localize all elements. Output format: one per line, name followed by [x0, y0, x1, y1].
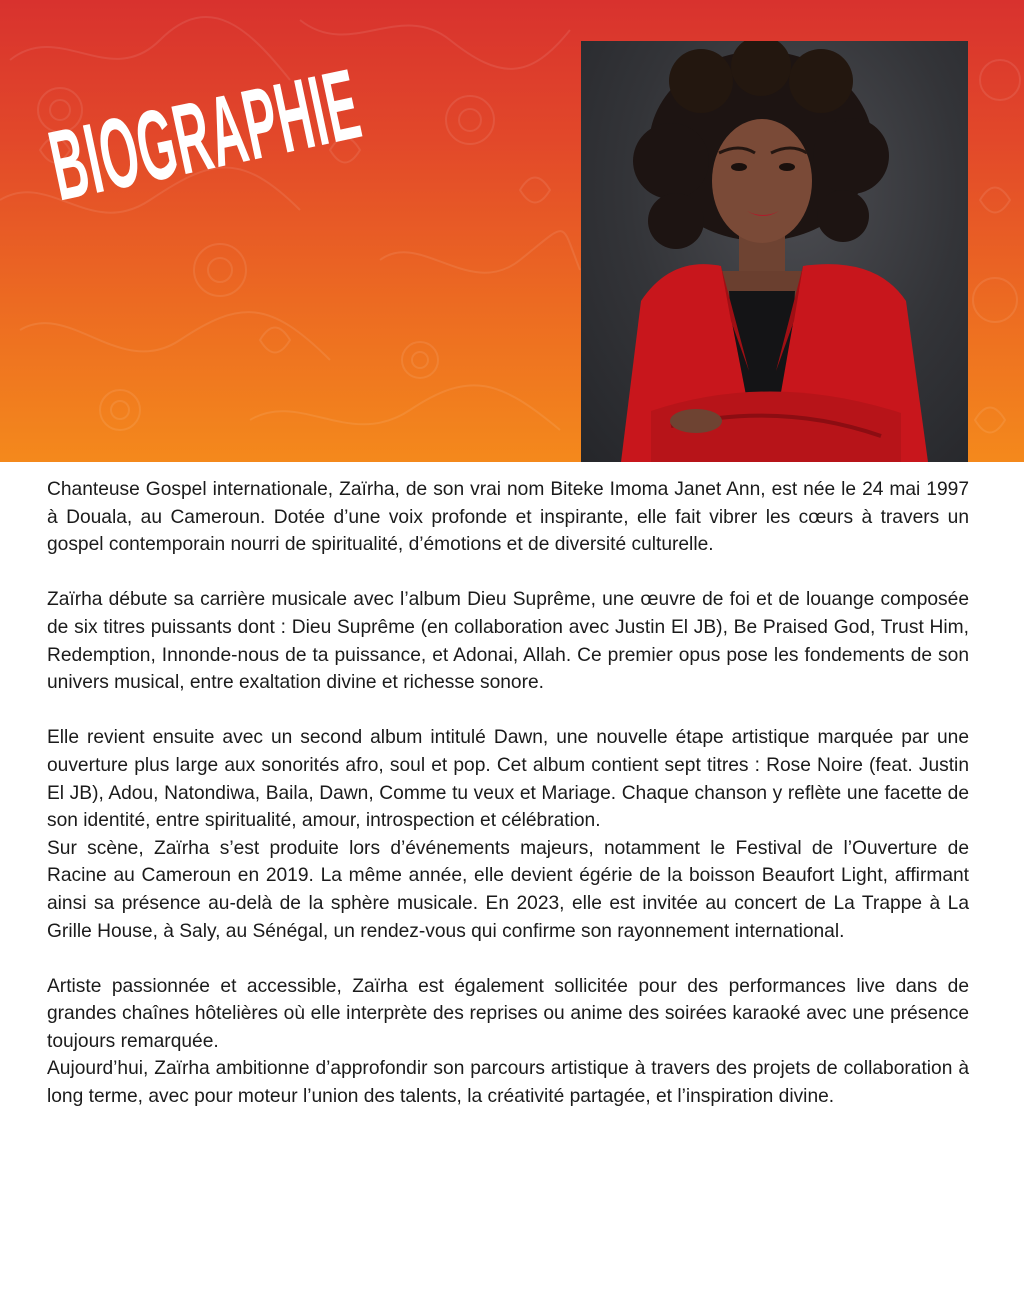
- bio-paragraph: Zaïrha débute sa carrière musicale avec l’album Dieu Suprême, une œuvre de foi et de louange composée de six titres puissants dont : Dieu Suprême (en collaboration avec Justin El JB), Be Praised God, Trust Him, Redemption, Innonde-nous de ta puissance, et Adonai, Allah. Ce premier opus pose les fondements de son univers musical, entre exaltation divine et richesse sonore.: [47, 589, 969, 694]
- bio-paragraph: Elle revient ensuite avec un second album intitulé Dawn, une nouvelle étape artistique marquée par une ouverture plus large aux sonorités afro, soul et pop. Cet album contient sept titres : Rose Noire (feat. Justin El JB), Adou, Natondiwa, Baila, Dawn, Comme tu veux et Mariage. Chaque chanson y reflète une facette de son identité, entre spiritualité, amour, introspection et célébration.: [47, 727, 969, 832]
- face-shape: [712, 119, 812, 243]
- bio-paragraph: Aujourd’hui, Zaïrha ambitionne d’approfondir son parcours artistique à travers des projets de collaboration à long terme, avec pour moteur l’union des talents, la créativité partagée, et l’inspiration divine.: [47, 1058, 969, 1108]
- header-banner: [0, 0, 1024, 462]
- bio-paragraph: Sur scène, Zaïrha s’est produite lors d’événements majeurs, notamment le Festival de l’Ouverture de Racine au Cameroun en 2019. La même année, elle devient égérie de la boisson Beaufort Light, affirmant ainsi sa présence au-delà de la sphère musicale. En 2023, elle est invitée au concert de La Trappe à La Grille House, à Saly, au Sénégal, un rendez-vous qui confirme son rayonnement international.: [47, 837, 969, 942]
- bio-paragraph: Chanteuse Gospel internationale, Zaïrha, de son vrai nom Biteke Imoma Janet Ann, est née le 24 mai 1997 à Douala, au Cameroun. Dotée d’une voix profonde et inspirante, elle fait vibrer les cœurs à travers un gospel contemporain nourri de spiritualité, d’émotions et de diversité culturelle.: [47, 479, 969, 556]
- bio-paragraph: Artiste passionnée et accessible, Zaïrha est également sollicitée pour des performances live dans de grandes chaînes hôtelières où elle interprète des reprises ou anime des soirées karaoké avec une présence toujours remarquée.: [47, 975, 969, 1052]
- biography-text: [47, 476, 969, 1111]
- portrait-illustration: [581, 41, 968, 462]
- page-title: BIOGRAPHIE: [40, 46, 370, 223]
- portrait-photo: [581, 41, 968, 462]
